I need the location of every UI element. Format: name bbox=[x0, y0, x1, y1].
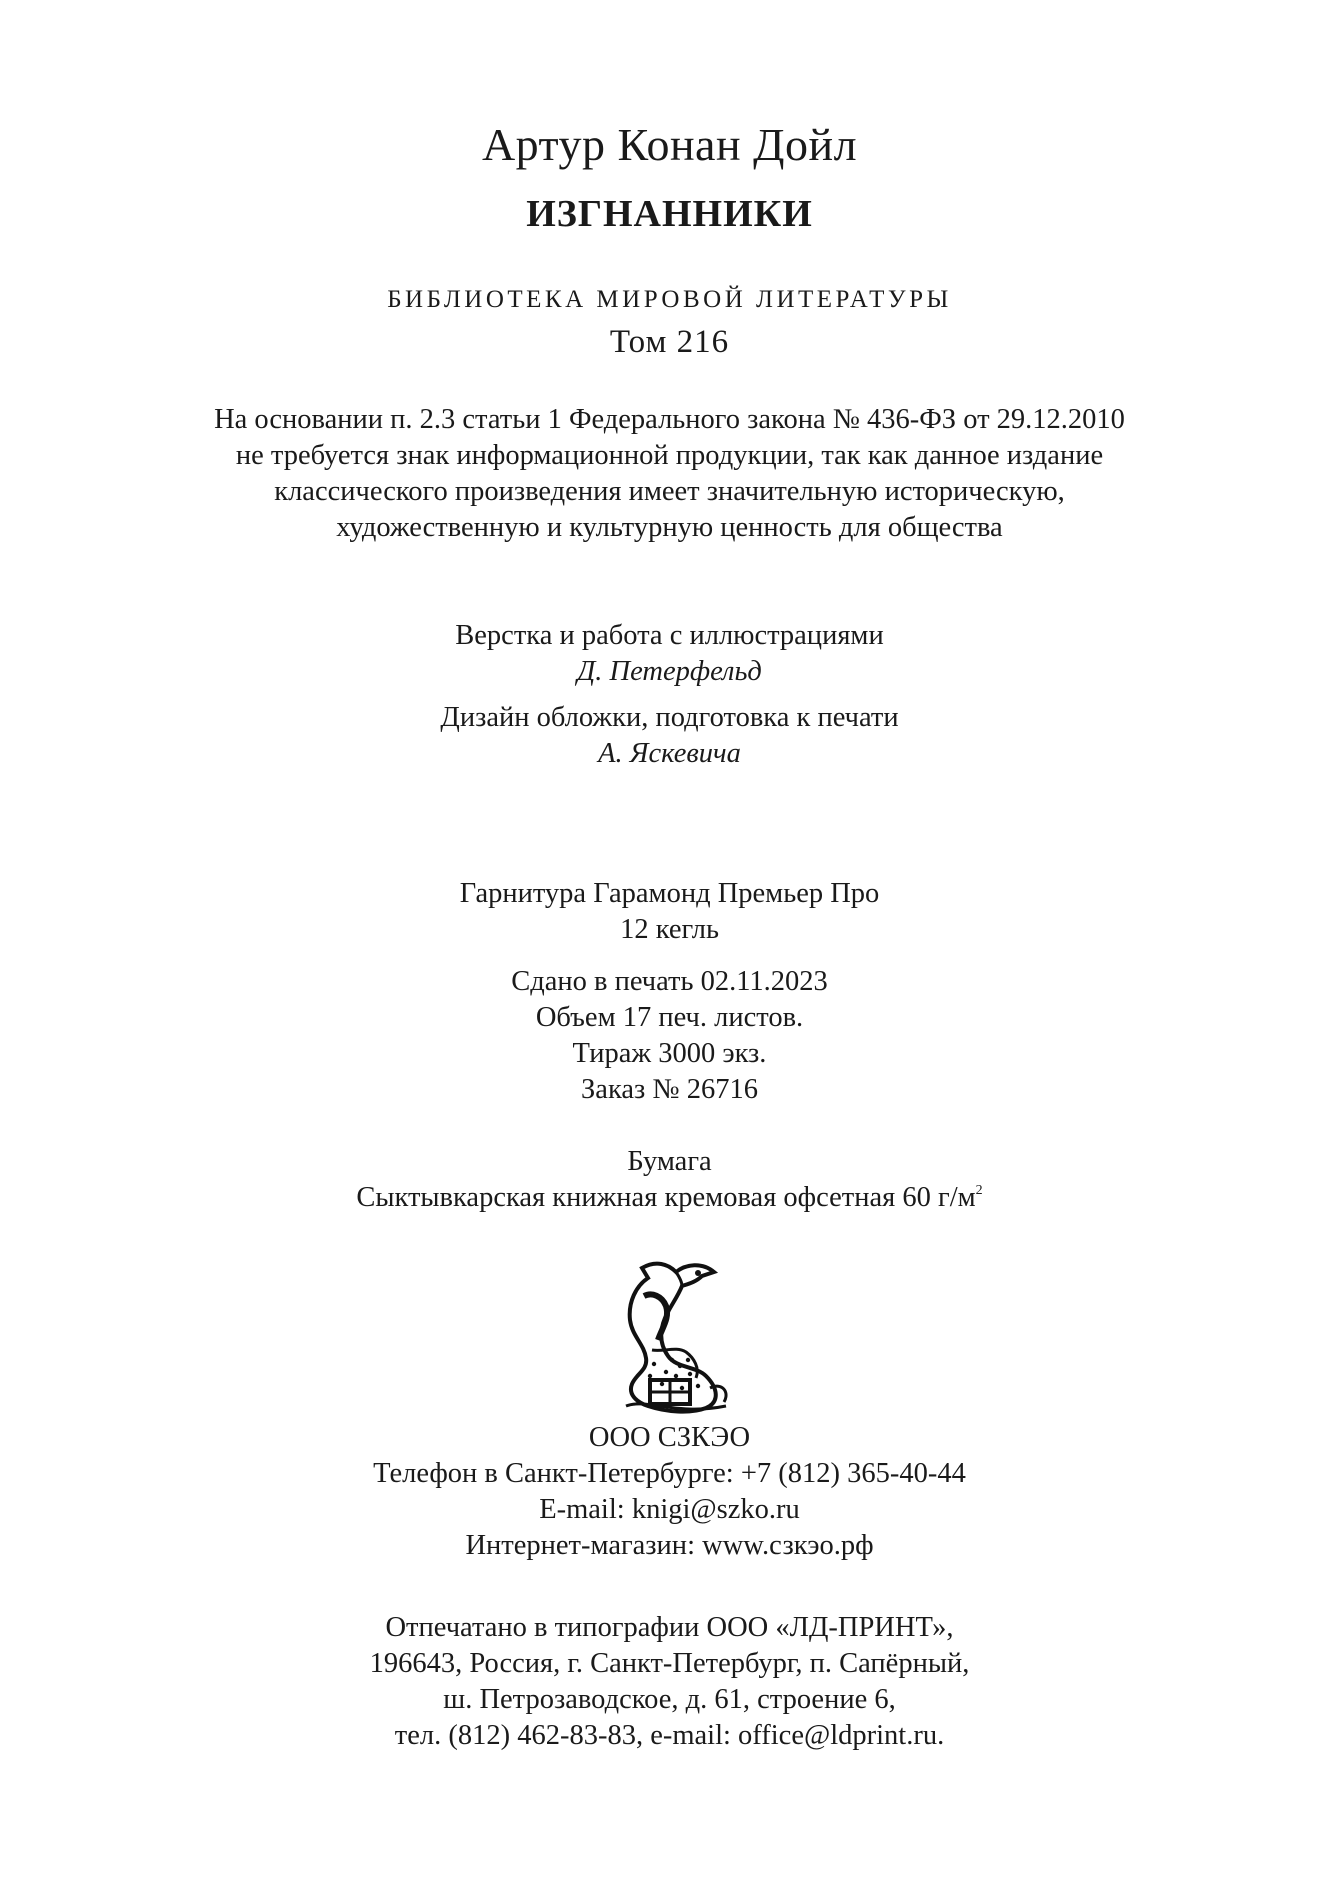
printer-line: 196643, Россия, г. Санкт-Петербург, п. Сапёрный, bbox=[369, 1648, 970, 1679]
book-title: ИЗГНАННИКИ bbox=[526, 193, 813, 235]
font-size-info: 12 кегль bbox=[620, 914, 719, 945]
printer-line: тел. (812) 462-83-83, e-mail: office@ldprint.ru. bbox=[394, 1720, 945, 1751]
printer-line: Отпечатано в типографии ООО «ЛД-ПРИНТ», bbox=[385, 1612, 954, 1643]
book-author: Артур Конан Дойл bbox=[481, 119, 858, 170]
publisher-phone: Телефон в Санкт-Петербурге: +7 (812) 365-40-44 bbox=[373, 1458, 966, 1489]
print-info-line: Заказ № 26716 bbox=[581, 1074, 758, 1105]
print-info-line: Сдано в печать 02.11.2023 bbox=[511, 966, 828, 997]
publisher-shop: Интернет-магазин: www.сзкэо.рф bbox=[465, 1530, 874, 1561]
paper-description-text: Сыктывкарская книжная кремовая офсетная 60 г/м bbox=[356, 1182, 976, 1213]
legal-notice-line: художественную и культурную ценность для общества bbox=[336, 512, 1003, 543]
paper-label: Бумага bbox=[627, 1146, 712, 1177]
publisher-name: ООО СЗКЭО bbox=[588, 1422, 751, 1453]
typeface-info: Гарнитура Гарамонд Премьер Про bbox=[459, 878, 880, 909]
publisher-email: E-mail: knigi@szko.ru bbox=[539, 1494, 800, 1525]
legal-notice-line: На основании п. 2.3 статьи 1 Федерального закона № 436-ФЗ от 29.12.2010 bbox=[214, 404, 1125, 435]
credit-role-design: Дизайн обложки, подготовка к печати bbox=[440, 702, 899, 733]
legal-notice-line: классического произведения имеет значительную историческую, bbox=[274, 476, 1065, 507]
printer-line: ш. Петрозаводское, д. 61, строение 6, bbox=[443, 1684, 896, 1715]
series-name: БИБЛИОТЕКА МИРОВОЙ ЛИТЕРАТУРЫ bbox=[387, 286, 952, 313]
credit-role-layout: Верстка и работа с иллюстрациями bbox=[455, 620, 884, 651]
legal-notice-line: не требуется знак информационной продукции, так как данное издание bbox=[235, 440, 1104, 471]
print-info-line: Тираж 3000 экз. bbox=[572, 1038, 767, 1069]
dragon-logo-icon bbox=[606, 1256, 746, 1416]
volume-number: Том 216 bbox=[609, 324, 730, 360]
paper-unit-superscript: 2 bbox=[975, 1183, 983, 1198]
credit-name-layout: Д. Петерфельд bbox=[577, 656, 762, 687]
print-info-line: Объем 17 печ. листов. bbox=[535, 1002, 804, 1033]
credit-name-design: А. Яскевича bbox=[598, 738, 741, 769]
paper-description bbox=[0, 1182, 1339, 1214]
